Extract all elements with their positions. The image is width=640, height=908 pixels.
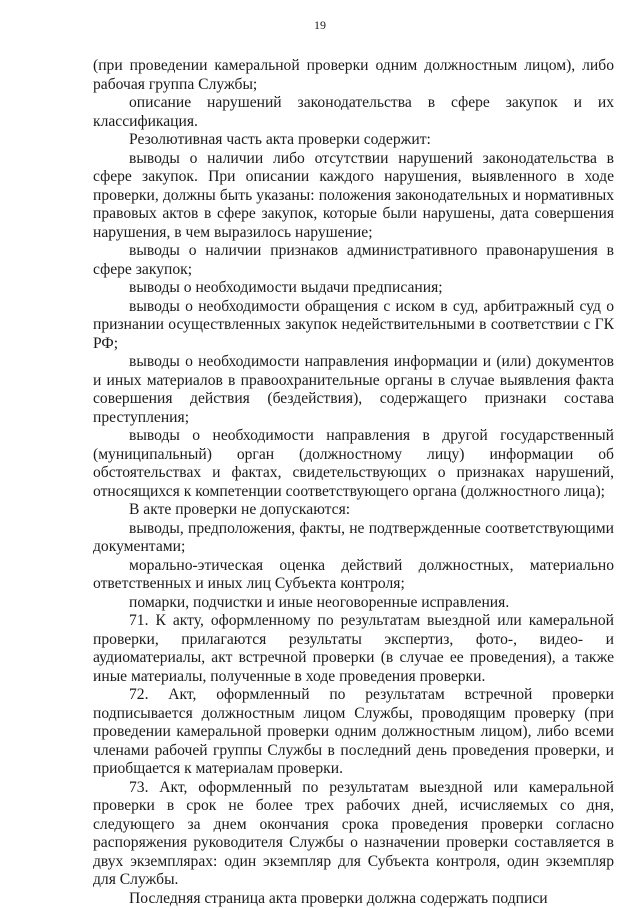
paragraph: выводы о необходимости обращения с иском в суд, арбитражный суд о признании осуществленных закупок недействительными в соответствии с ГК РФ; [93,298,614,354]
paragraph: выводы о наличии признаков административного правонарушения в сфере закупок; [93,242,614,279]
paragraph: выводы о наличии либо отсутствии нарушений законодательства в сфере закупок. При описании каждого нарушения, выявленного в ходе проверки, должны быть указаны: положения законодательных и нормативных правовых актов в сфере закупок, которые были нарушены, дата совершения нарушения, в чем выразилось нарушение; [93,150,614,243]
document-body [93,57,614,908]
paragraph: выводы о необходимости выдачи предписания; [93,279,614,298]
paragraph: Резолютивная часть акта проверки содержит: [93,131,614,150]
paragraph: В акте проверки не допускаются: [93,501,614,520]
paragraph: 71. К акту, оформленному по результатам выездной или камеральной проверки, прилагаются результаты экспертиз, фото-, видео- и аудиоматериалы, акт встречной проверки (в случае ее проведения), а также иные материалы, полученные в ходе проведения проверки. [93,612,614,686]
paragraph: Последняя страница акта проверки должна содержать подписи [93,890,614,908]
paragraph: 73. Акт, оформленный по результатам выездной или камеральной проверки в срок не более трех рабочих дней, исчисляемых со дня, следующего за днем окончания срока проведения проверки согласно распоряжения руководителя Службы о назначении проверки составляется в двух экземплярах: один экземпляр для Субъекта контроля, один экземпляр для Службы. [93,779,614,890]
paragraph: описание нарушений законодательства в сфере закупок и их классификация. [93,94,614,131]
paragraph: морально-этическая оценка действий должностных, материально ответственных и иных лиц Субъекта контроля; [93,557,614,594]
paragraph: 72. Акт, оформленный по результатам встречной проверки подписывается должностным лицом Службы, проводящим проверку (при проведении камеральной проверки одним должностным лицом), либо всеми членами рабочей группы Службы в последний день проведения проверки, и приобщается к материалам проверки. [93,686,614,779]
paragraph: выводы о необходимости направления в другой государственный (муниципальный) орган (должностному лицу) информации об обстоятельствах и фактах, свидетельствующих о признаках нарушений, относящихся к компетенции соответствующего органа (должностного лица); [93,427,614,501]
paragraph: (при проведении камеральной проверки одним должностным лицом), либо рабочая группа Службы; [93,57,614,94]
paragraph: выводы, предположения, факты, не подтвержденные соответствующими документами; [93,520,614,557]
paragraph: помарки, подчистки и иные неоговоренные исправления. [93,594,614,613]
paragraph: выводы о необходимости направления информации и (или) документов и иных материалов в правоохранительные органы в случае выявления факта совершения действия (бездействия), содержащего признаки состава преступления; [93,353,614,427]
page-number: 19 [0,18,640,33]
